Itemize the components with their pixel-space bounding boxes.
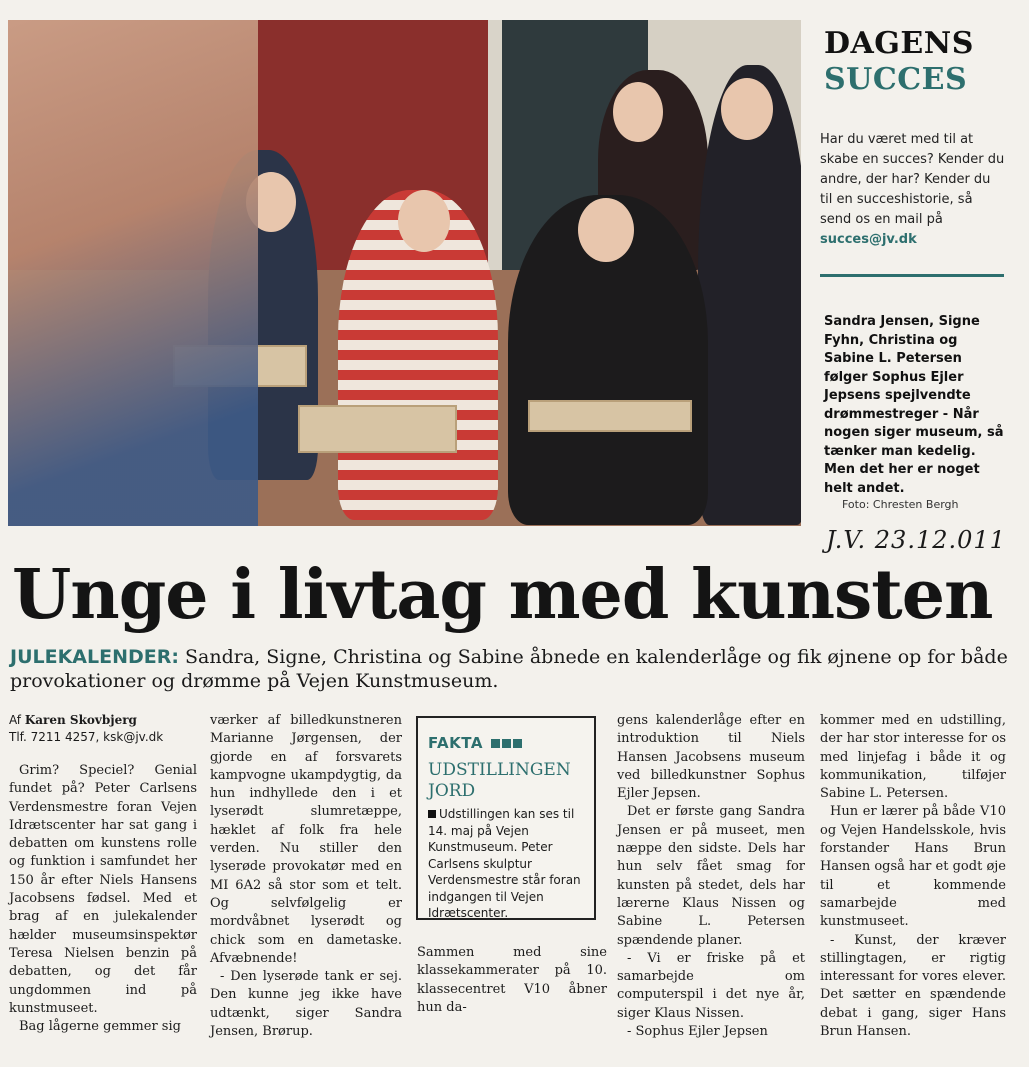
photo-drawing-board <box>298 405 457 453</box>
paragraph: værker af billedkunstneren Marianne Jørgensen, der gjorde en af forsvarets kampvogne ukampdygtig, da hun indhyllede den i et lyserødt slumretæppe, hæklet af folk fra hele verden. Nu stiller den lyserøde provokatør med en MI 6A2 så stor som et telt. Og selvfølgelig er mordvåbnet lyserødt og chick som en dametaske. Afvæbnende! <box>210 713 402 966</box>
byline <box>9 712 197 746</box>
square-icon <box>491 739 500 748</box>
square-icon <box>513 739 522 748</box>
paragraph: kommer med en udstilling, der har stor interesse for os med linjefag i både it og kommunikation, tilføjer Sabine L. Petersen. <box>820 713 1006 802</box>
paragraph: - Vi er friske på et samarbejde om computerspil i det nye år, siger Klaus Nissen. <box>617 950 805 1021</box>
fact-box-body <box>428 806 584 922</box>
article-photo <box>8 20 801 526</box>
fact-box-text: Udstillingen kan ses til 14. maj på Vejen Kunstmuseum. Peter Carlsens skulptur Verdensmestre står foran indgangen til Vejen Idrætscenter. <box>428 807 581 920</box>
article-headline: Unge i livtag med kunsten <box>12 555 993 635</box>
paragraph: Det er første gang Sandra Jensen er på museet, men næppe den sidste. Dels har hun selv fået smag for kunsten på stedet, dels har lærerne Klaus Nissen og Sabine L. Petersen spændende planer. <box>617 804 805 948</box>
photo-face <box>398 190 450 252</box>
photo-face <box>613 82 663 142</box>
sidebar-heading-line2: SUCCES <box>824 62 968 97</box>
lead-kicker: JULEKALENDER: <box>10 646 179 668</box>
fact-box-tag-label: FAKTA <box>428 734 483 752</box>
sidebar-email: succes@jv.dk <box>820 232 917 247</box>
paragraph: - Kunst, der kræver stillingtagen, er rigtig interessant for vores elever. Det sætter en spændende debat i gang, siger Hans Brun Hansen. <box>820 932 1006 1040</box>
fact-box-title: UDSTILLINGEN JORD <box>428 760 571 801</box>
photo-face <box>721 78 773 140</box>
paragraph: Bag lågerne gemmer sig <box>19 1019 181 1035</box>
article-column-2 <box>210 712 402 1041</box>
article-column-3 <box>417 944 607 1017</box>
byline-contact: Tlf. 7211 4257, ksk@jv.dk <box>9 730 164 744</box>
bullet-icon <box>428 810 436 818</box>
photo-foreground-hand <box>8 20 258 526</box>
paragraph: Sammen med sine klassekammerater på 10. klassecentret V10 åbner hun da- <box>417 945 607 1015</box>
byline-prefix: Af <box>9 713 22 727</box>
sidebar-heading <box>824 26 1004 98</box>
lead-text: Sandra, Signe, Christina og Sabine åbnede en kalenderlåge og fik øjnene op for både provokationer og drømme på Vejen Kunstmuseum. <box>10 646 1008 692</box>
paragraph: - Den lyserøde tank er sej. Den kunne jeg ikke have udtænkt, siger Sandra Jensen, Brørup. <box>210 969 402 1040</box>
photo-caption: Sandra Jensen, Signe Fyhn, Christina og Sabine L. Petersen følger Sophus Ejler Jepsens spejlvendte drømmestreger - Når nogen siger museum, så tænker man kedelig. Men det her er noget helt andet. <box>824 314 1004 496</box>
sidebar-divider <box>820 274 1004 277</box>
article-column-4 <box>617 712 805 1041</box>
paragraph: Grim? Speciel? Genial fundet på? Peter Carlsens Verdensmestre foran Vejen Idrætscenter har sat gang i debatten om kunstens rolle og funktion i samfundet her 150 år efter Niels Hansens Jacobsens fødsel. Med et brag af en julekalender hælder museumsinspektør Teresa Nielsen benzin på debatten, og det får ungdommen ind på kunstmuseet. <box>9 763 197 1016</box>
article-column-1 <box>9 712 197 1036</box>
byline-author: Karen Skovbjerg <box>24 713 137 727</box>
sidebar-body: Har du været med til at skabe en succes? Kender du andre, der har? Kender du til en succeshistorie, så send os en mail på <box>820 132 1005 227</box>
fact-box-tag <box>428 734 594 752</box>
fact-box <box>416 716 596 920</box>
handwritten-date: J.V. 23.12.011 <box>826 526 1006 554</box>
sidebar-heading-line1: DAGENS <box>824 26 974 61</box>
square-icon <box>502 739 511 748</box>
photo-credit: Foto: Chresten Bergh <box>842 498 959 511</box>
paragraph: gens kalenderlåge efter en introduktion til Niels Hansen Jacobsens museum ved billedkunstner Sophus Ejler Jepsen. <box>617 713 805 802</box>
sidebar-text <box>820 130 1006 250</box>
article-column-5 <box>820 712 1006 1041</box>
photo-face <box>578 198 634 262</box>
paragraph: - Sophus Ejler Jepsen <box>627 1024 768 1040</box>
article-lead <box>10 645 1015 693</box>
photo-drawing-board <box>528 400 692 432</box>
paragraph: Hun er lærer på både V10 og Vejen Handelsskole, hvis forstander Hans Brun Hansen også har et godt øje til et kommende samarbejde med kunstmuseet. <box>820 804 1006 930</box>
